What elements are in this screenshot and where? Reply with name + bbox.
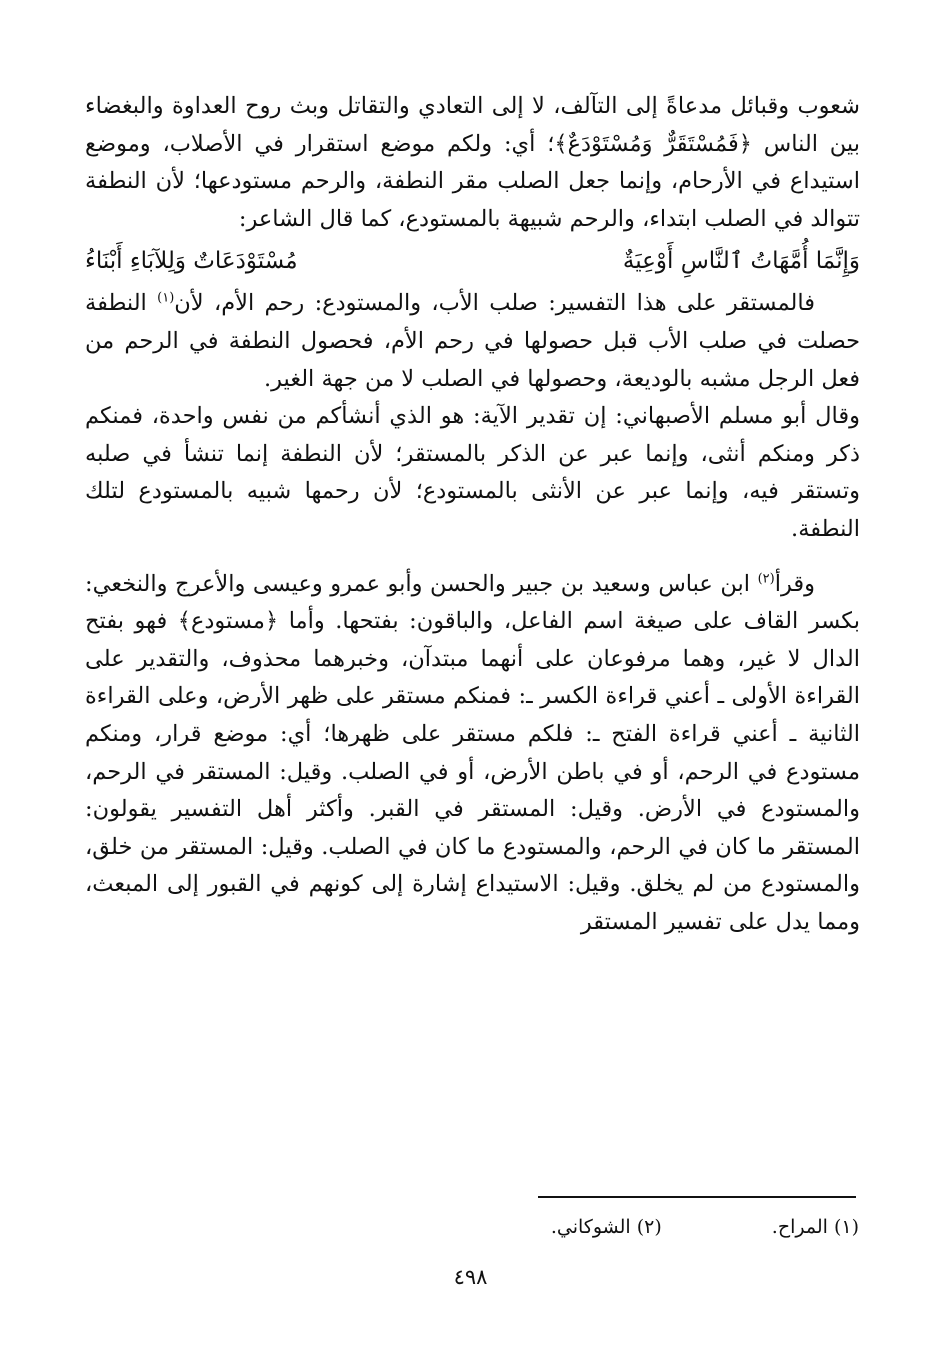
footnote-separator xyxy=(538,1196,856,1198)
paragraph-2 xyxy=(85,285,860,398)
paragraph-1: شعوب وقبائل مدعاةً إلى التآلف، لا إلى التعادي والتقاتل وبث روح العداوة والبغضاء بين الناس ﴿فَمُسْتَقَرٌّ وَمُسْتَوْدَعٌ﴾؛ أي: ولكم موضع استقرار في الأصلاب، وموضع استيداع في الأرحام، وإنما جعل الصلب مقر النطفة، والرحم مستودعها؛ لأن النطفة تتوالد في الصلب ابتداء، والرحم شبيهة بالمستودع، كما قال الشاعر: xyxy=(85,93,860,232)
poetry-verse xyxy=(85,241,860,281)
footnotes xyxy=(299,1212,859,1242)
paragraph-3: وقال أبو مسلم الأصبهاني: إن تقدير الآية: هو الذي أنشأكم من نفس واحدة، فمنكم ذكر ومنكم أنثى، وإنما عبر عن الذكر بالمستقر؛ لأن النطفة إنما تنشأ في صلبه وتستقر فيه، وإنما عبر عن الأنثى بالمستودع؛ لأن رحمها شبيه بالمستودع لتلك النطفة. xyxy=(85,403,860,542)
paragraph-4 xyxy=(85,566,860,942)
footnote-1: (١) المراح. xyxy=(771,1216,859,1238)
verse-first-hemistich: وَإِنَّمَا أُمَّهَاتُ ٱلنَّاسِ أَوْعِيَةٌ xyxy=(622,248,860,275)
footnote-ref-1: (١) xyxy=(157,290,175,306)
paragraph-2-rest: النطفة حصلت في صلب الأب قبل حصولها في رحم الأم، فحصول النطفة في الرحم من فعل الرجل مشبه بالوديعة، وحصولها في الصلب لا من جهة الغير. xyxy=(85,290,860,392)
page-number: ٤٩٨ xyxy=(453,1265,488,1289)
verse-second-hemistich: مُسْتَوْدَعَاتٌ وَلِلآبَاءِ أَبْنَاءُ xyxy=(85,248,298,275)
paragraph-4-start: وقرأ xyxy=(774,570,815,597)
footnote-2: (٢) الشوكاني. xyxy=(550,1216,662,1238)
paragraph-gap xyxy=(85,549,860,566)
footnote-ref-2: (٢) xyxy=(757,571,775,587)
paragraph-2-start: فالمستقر على هذا التفسير: صلب الأب، والمستودع: رحم الأم، لأن xyxy=(174,290,815,317)
paragraph-4-rest: ابن عباس وسعيد بن جبير والحسن وأبو عمرو وعيسى والأعرج والنخعي: بكسر القاف على صيغة اسم الفاعل، والباقون: بفتحها. وأما ﴿مستودع﴾ فهو بفتح الدال لا غير، وهما مرفوعان على أنهما مبتدآن، وخبرهما محذوف، والتقدير على القراءة الأولى ـ أعني قراءة الكسر ـ: فمنكم مستقر على ظهر الأرض، وعلى القراءة الثانية ـ أعني قراءة الفتح ـ: فلكم مستقر على ظهرها؛ أي: موضع قرار، ومنكم مستودع في الرحم، أو في باطن الأرض، أو في الصلب. وقيل: المستقر في الرحم، والمستودع في الأرض. وقيل: المستقر في القبر. وأكثر أهل التفسير يقولون: المستقر ما كان في الرحم، والمستودع ما كان في الصلب. وقيل: المستقر من خلق، والمستودع من لم يخلق. وقيل: الاستيداع إشارة إلى كونهم في القبور إلى المبعث، ومما يدل على تفسير المستقر xyxy=(85,570,860,935)
page-body xyxy=(85,88,860,941)
